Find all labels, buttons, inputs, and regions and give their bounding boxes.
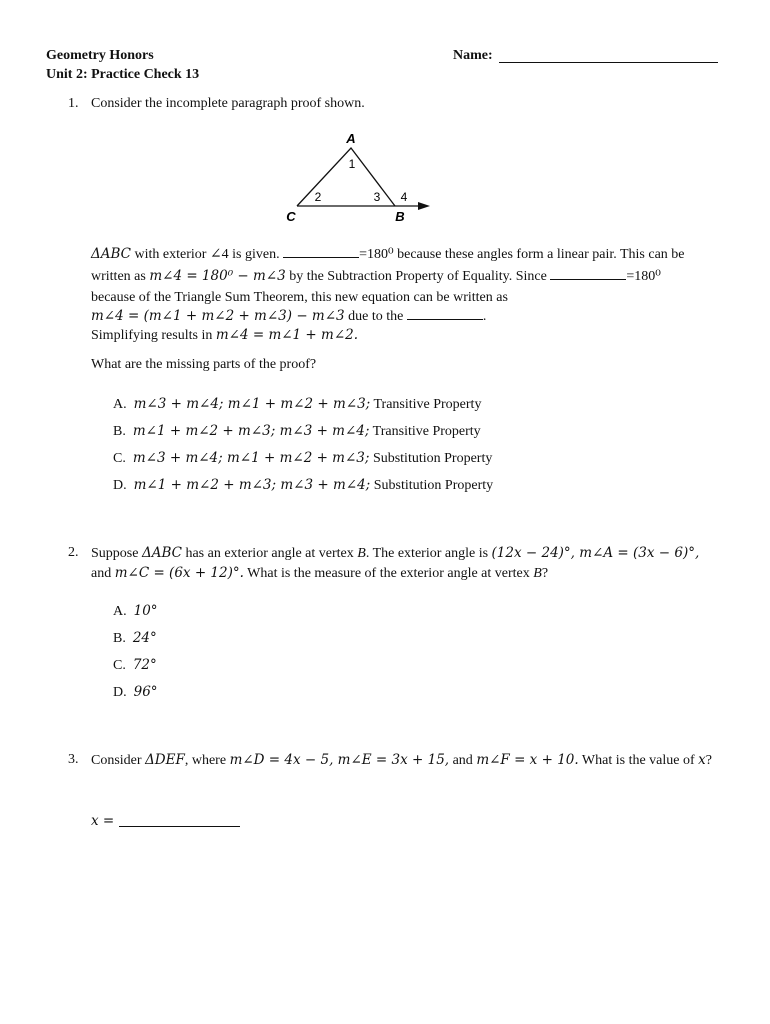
proof-line-4 [91,307,486,326]
q2-text: . The exterior angle is [365,546,492,561]
option-letter: B. [113,631,126,646]
q3-math: m∠F = x + 10. [476,752,579,768]
proof-line-3: because of the Triangle Sum Theorem, this new equation can be written as [91,290,508,305]
q2-text: and [91,566,115,581]
option-text: Transitive Property [369,424,481,439]
q2-option-a[interactable] [113,603,158,620]
q3-text: and [449,753,477,768]
option-value: 96° [133,684,158,700]
unit-title: Unit 2: Practice Check 13 [46,67,200,82]
proof-line-1 [91,245,685,264]
option-text: Transitive Property [370,397,482,412]
arrow-head-icon [418,202,430,210]
q3-answer-label [91,813,114,830]
option-letter: B. [113,424,126,439]
q3-text: , where [184,753,230,768]
option-math: m∠3 + m∠4; m∠1 + m∠2 + m∠3; [132,450,370,466]
name-label: Name: [453,48,493,63]
q2-math: m∠C = (6x + 12)°. [114,565,244,581]
triangle-abc-math: ΔABC [91,246,131,262]
q3-text: ? [705,753,713,768]
option-math: m∠1 + m∠2 + m∠3; m∠3 + m∠4; [133,477,371,493]
proof-line-5 [91,326,358,345]
q1-option-b[interactable] [113,423,481,440]
proof-blank-1[interactable] [283,245,359,258]
q2-math: ΔABC [141,545,182,561]
q2-text: Suppose [91,546,142,561]
option-math: m∠1 + m∠2 + m∠3; m∠3 + m∠4; [132,423,370,439]
angle-4-label: 4 [400,190,408,204]
vertex-b-label: B [395,209,405,224]
q2-line-2 [91,565,548,582]
angle-1-label: 1 [348,157,356,171]
proof-text: . [482,309,487,324]
angle-3-label: 3 [373,190,381,204]
option-math: m∠3 + m∠4; m∠1 + m∠2 + m∠3; [133,396,371,412]
q2-text: What is the measure of the exterior angle at vertex [243,566,534,581]
q2-text: has an exterior angle at vertex [181,546,358,561]
q2-option-d[interactable] [113,684,158,701]
option-text: Substitution Property [369,451,493,466]
angle-2-label: 2 [314,190,322,204]
triangle-figure [280,128,440,224]
q2-math: (12x − 24)°, m∠A = (3x − 6)°, [491,545,700,561]
option-letter: C. [113,658,126,673]
proof-line-2 [91,267,661,286]
proof-text: =180⁰ [626,269,661,284]
q3-answer-blank[interactable] [119,826,240,827]
q2-option-c[interactable] [113,657,157,674]
proof-math: m∠4 = 180⁰ − m∠3 [149,268,286,284]
option-text: Substitution Property [370,478,494,493]
q1-option-d[interactable] [113,477,493,494]
proof-text: with exterior ∠4 is given. [131,247,284,262]
q3-math: x [698,752,706,768]
name-blank[interactable] [499,62,718,63]
option-letter: A. [113,397,127,412]
q3-line [91,752,712,769]
q2-number: 2. [68,545,79,560]
proof-text: Simplifying results in [91,328,216,343]
option-letter: D. [113,478,127,493]
q2-line-1 [91,545,699,562]
proof-text: by the Subtraction Property of Equality. Since [285,269,551,284]
q1-option-a[interactable] [113,396,481,413]
q1-question: What are the missing parts of the proof? [91,357,317,372]
q3-math: m∠D = 4x − 5, m∠E = 3x + 15, [229,752,450,768]
proof-text: =180⁰ because these angles form a linear pair. This can be [359,247,685,262]
q2-text: ? [541,566,549,581]
vertex-a-label: A [346,131,356,146]
q3-number: 3. [68,752,79,767]
option-value: 72° [132,657,157,673]
proof-blank-3[interactable] [407,307,483,320]
q1-prompt: Consider the incomplete paragraph proof shown. [91,96,365,111]
q1-option-c[interactable] [113,450,492,467]
q3-answer-math: x = [91,813,115,829]
q1-number: 1. [68,96,79,111]
proof-math: m∠4 = (m∠1 + m∠2 + m∠3) − m∠3 [91,308,345,324]
q3-text: What is the value of [578,753,699,768]
course-title: Geometry Honors [46,48,154,63]
proof-text: due to the [344,309,407,324]
option-letter: C. [113,451,126,466]
option-value: 10° [133,603,158,619]
q3-math: ΔDEF [145,752,185,768]
option-letter: D. [113,685,127,700]
q2-option-b[interactable] [113,630,157,647]
q2-vertex: B [533,566,542,581]
proof-text: written as [91,269,150,284]
option-letter: A. [113,604,127,619]
proof-blank-2[interactable] [550,267,626,280]
proof-math: m∠4 = m∠1 + m∠2. [215,327,359,343]
q2-vertex: B [357,546,366,561]
q3-text: Consider [91,753,146,768]
option-value: 24° [132,630,157,646]
vertex-c-label: C [286,209,296,224]
